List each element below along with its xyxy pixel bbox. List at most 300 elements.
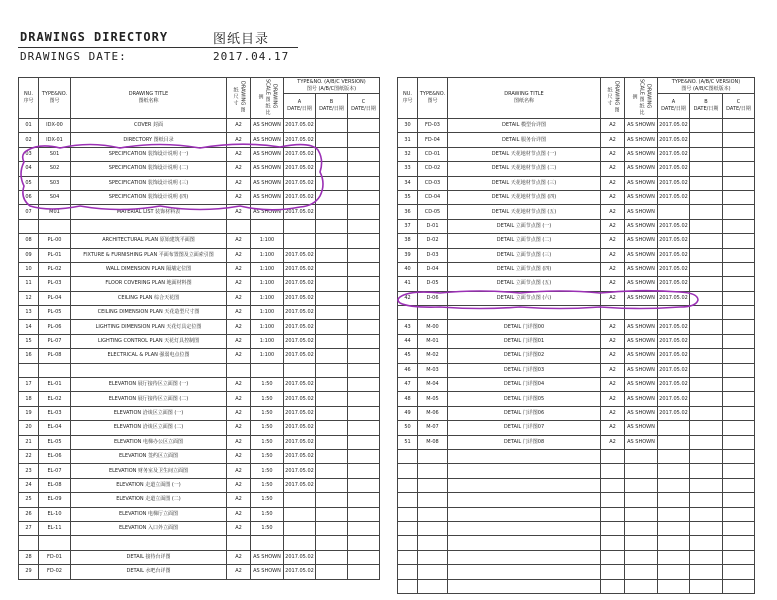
cell-type: CD-02: [418, 162, 448, 176]
cell-size: A2: [227, 392, 251, 406]
cell-scale: AS SHOWN: [625, 291, 658, 305]
cell-a: 2017.05.02: [658, 176, 690, 190]
cell-scale: AS SHOWN: [251, 147, 284, 161]
cell-size: A2: [227, 378, 251, 392]
cell-no: 49: [398, 406, 418, 420]
cell-a: 2017.05.02: [658, 349, 690, 363]
cell-type: CD-05: [418, 205, 448, 219]
cell-scale: AS SHOWN: [625, 219, 658, 233]
cell-title: DETAIL 天花地材节点图 (二): [448, 162, 601, 176]
cell-type: CD-01: [418, 147, 448, 161]
cell-title: DETAIL 天花地材节点图 (一): [448, 147, 601, 161]
cell-no: 33: [398, 162, 418, 176]
cell-a: 2017.05.02: [284, 406, 316, 420]
cell-title: DETAIL 立面节点图 (一): [448, 219, 601, 233]
cell-no: 11: [19, 277, 39, 291]
cell-size: A2: [227, 493, 251, 507]
cell-no: 32: [398, 147, 418, 161]
cell-type: S04: [39, 190, 71, 204]
cell-title: CEILING PLAN 综合天花图: [71, 291, 227, 305]
cell-size: A2: [227, 147, 251, 161]
cell-scale: AS SHOWN: [625, 277, 658, 291]
cell-no: 46: [398, 363, 418, 377]
drawings-date-label: DRAWINGS DATE:: [20, 50, 127, 63]
cell-no: 16: [19, 349, 39, 363]
cell-title: ELEVATION 走道立面图 (二): [71, 493, 227, 507]
cell-title: DETAIL 门详图02: [448, 349, 601, 363]
cell-no: 20: [19, 421, 39, 435]
highlight-ring-d06-row: [398, 291, 698, 309]
cell-no: 17: [19, 378, 39, 392]
cell-scale: 1:100: [251, 277, 284, 291]
cell-a: 2017.05.02: [284, 565, 316, 579]
cell-no: 42: [398, 291, 418, 305]
col-title: DRAWING TITLE 图纸名称: [448, 78, 601, 119]
cell-a: 2017.05.02: [284, 464, 316, 478]
cell-type: M-01: [418, 334, 448, 348]
col-c: C DATE/日期: [348, 94, 380, 119]
cell-no: 08: [19, 234, 39, 248]
cell-scale: AS SHOWN: [625, 147, 658, 161]
cell-type: M-08: [418, 435, 448, 449]
cell-type: D-01: [418, 219, 448, 233]
cell-title: DETAIL 门详图01: [448, 334, 601, 348]
cell-title: ELEVATION 入口外立面图: [71, 521, 227, 535]
cell-size: A2: [227, 306, 251, 320]
directory-title-zh: 图纸目录: [213, 32, 270, 47]
cell-scale: AS SHOWN: [251, 205, 284, 219]
cell-a: 2017.05.02: [658, 334, 690, 348]
cell-type: PL-02: [39, 262, 71, 276]
cell-size: A2: [227, 190, 251, 204]
cell-scale: AS SHOWN: [251, 119, 284, 133]
cell-size: A2: [227, 478, 251, 492]
cell-no: 47: [398, 378, 418, 392]
cell-no: 51: [398, 435, 418, 449]
cell-scale: AS SHOWN: [251, 190, 284, 204]
cell-title: WALL DIMENSION PLAN 隔墙定位图: [71, 262, 227, 276]
cell-scale: 1:50: [251, 521, 284, 535]
cell-title: DIRECTORY 图纸目录: [71, 133, 227, 147]
cell-a: 2017.05.02: [658, 363, 690, 377]
cell-a: 2017.05.02: [284, 147, 316, 161]
cell-no: 35: [398, 190, 418, 204]
cell-scale: 1:50: [251, 406, 284, 420]
cell-size: A2: [227, 119, 251, 133]
cell-size: A2: [227, 421, 251, 435]
cell-size: A2: [601, 349, 625, 363]
cell-no: 09: [19, 248, 39, 262]
col-type: TYPE&NO. 图号: [39, 78, 71, 119]
cell-no: 45: [398, 349, 418, 363]
cell-size: A2: [227, 406, 251, 420]
cell-a: 2017.05.02: [284, 334, 316, 348]
cell-title: DETAIL 立面节点图 (三): [448, 248, 601, 262]
cell-scale: AS SHOWN: [625, 349, 658, 363]
cell-type: PL-08: [39, 349, 71, 363]
cell-size: A2: [601, 262, 625, 276]
cell-no: 05: [19, 176, 39, 190]
cell-size: A2: [227, 162, 251, 176]
cell-size: A2: [601, 406, 625, 420]
cell-scale: 1:100: [251, 248, 284, 262]
cell-type: EL-03: [39, 406, 71, 420]
cell-type: D-04: [418, 262, 448, 276]
cell-scale: 1:100: [251, 334, 284, 348]
cell-title: ARCHITECTURAL PLAN 原始建筑平面图: [71, 234, 227, 248]
cell-no: 22: [19, 449, 39, 463]
cell-a: 2017.05.02: [284, 248, 316, 262]
cell-size: A2: [601, 162, 625, 176]
cell-scale: AS SHOWN: [625, 234, 658, 248]
col-version: TYPE&NO. (A/B/C VERSION) 图号 (A/B/C图纸版本): [284, 78, 380, 94]
cell-title: DETAIL 天花地材节点图 (三): [448, 176, 601, 190]
cell-type: PL-05: [39, 306, 71, 320]
cell-no: 24: [19, 478, 39, 492]
cell-scale: AS SHOWN: [251, 176, 284, 190]
cell-a: 2017.05.02: [658, 406, 690, 420]
cell-a: 2017.05.02: [284, 392, 316, 406]
cell-title: DETAIL 门详图07: [448, 421, 601, 435]
col-type: TYPE&NO. 图号: [418, 78, 448, 119]
cell-size: A2: [601, 248, 625, 262]
cell-scale: AS SHOWN: [625, 378, 658, 392]
cell-size: A2: [227, 565, 251, 579]
cell-type: PL-06: [39, 320, 71, 334]
cell-title: DETAIL 服务台详图: [448, 133, 601, 147]
cell-type: EL-09: [39, 493, 71, 507]
cell-a: 2017.05.02: [658, 262, 690, 276]
cell-type: EL-07: [39, 464, 71, 478]
cell-title: ELEVATION 电梯厅立面图: [71, 507, 227, 521]
cell-no: 18: [19, 392, 39, 406]
cell-title: ELEVATION 走道立面图 (一): [71, 478, 227, 492]
cell-scale: 1:50: [251, 507, 284, 521]
cell-a: 2017.05.02: [658, 133, 690, 147]
cell-no: 21: [19, 435, 39, 449]
cell-type: PL-03: [39, 277, 71, 291]
col-scale: DRAWING SCALE 图 纸 比 例: [625, 78, 658, 119]
cell-type: EL-02: [39, 392, 71, 406]
cell-type: PL-00: [39, 234, 71, 248]
cell-size: A2: [227, 248, 251, 262]
cell-title: ELEVATION 展厅接待区立面图 (二): [71, 392, 227, 406]
cell-type: M01: [39, 205, 71, 219]
cell-size: A2: [601, 392, 625, 406]
cell-size: A2: [601, 320, 625, 334]
cell-a: 2017.05.02: [284, 277, 316, 291]
cell-no: 36: [398, 205, 418, 219]
cell-scale: 1:50: [251, 378, 284, 392]
cell-no: 26: [19, 507, 39, 521]
cell-no: 04: [19, 162, 39, 176]
cell-scale: 1:100: [251, 306, 284, 320]
cell-size: A2: [227, 507, 251, 521]
cell-title: CEILING DIMENSION PLAN 天花造型尺寸图: [71, 306, 227, 320]
cell-title: COVER 封面: [71, 119, 227, 133]
cell-type: M-00: [418, 320, 448, 334]
cell-size: A2: [227, 262, 251, 276]
cell-no: 02: [19, 133, 39, 147]
cell-type: M-07: [418, 421, 448, 435]
cell-size: A2: [227, 521, 251, 535]
cell-title: ELECTRICAL & PLAN 强弱电点位图: [71, 349, 227, 363]
cell-title: DETAIL 天花地材节点图 (五): [448, 205, 601, 219]
cell-scale: AS SHOWN: [625, 392, 658, 406]
cell-title: FIXTURE & FURNISHING PLAN 平面布置图及立面索引图: [71, 248, 227, 262]
col-b: B DATE/日期: [316, 94, 348, 119]
cell-scale: AS SHOWN: [625, 363, 658, 377]
cell-a: 2017.05.02: [284, 162, 316, 176]
cell-scale: AS SHOWN: [625, 320, 658, 334]
cell-scale: AS SHOWN: [625, 119, 658, 133]
col-no: NU. 序号: [398, 78, 418, 119]
cell-title: SPECIFICATION 装饰设计说明 (一): [71, 147, 227, 161]
cell-a: 2017.05.02: [284, 262, 316, 276]
cell-scale: AS SHOWN: [625, 176, 658, 190]
cell-no: 37: [398, 219, 418, 233]
col-b: B DATE/日期: [690, 94, 723, 119]
cell-scale: 1:50: [251, 464, 284, 478]
cell-size: A2: [227, 277, 251, 291]
cell-title: ELEVATION 洽谈区立面图 (二): [71, 421, 227, 435]
cell-size: A2: [227, 234, 251, 248]
cell-scale: 1:100: [251, 320, 284, 334]
cell-size: A2: [227, 205, 251, 219]
cell-size: A2: [227, 320, 251, 334]
col-version: TYPE&NO. (A/B/C VERSION) 图号 (A/B/C图纸版本): [658, 78, 755, 94]
cell-no: 50: [398, 421, 418, 435]
cell-a: 2017.05.02: [658, 320, 690, 334]
cell-scale: 1:50: [251, 435, 284, 449]
cell-no: 25: [19, 493, 39, 507]
cell-type: D-06: [418, 291, 448, 305]
cell-a: 2017.05.02: [658, 234, 690, 248]
col-c: C DATE/日期: [723, 94, 755, 119]
cell-a: 2017.05.02: [284, 478, 316, 492]
cell-title: DETAIL 门详图06: [448, 406, 601, 420]
cell-type: S03: [39, 176, 71, 190]
cell-title: DETAIL 门详图04: [448, 378, 601, 392]
cell-scale: 1:50: [251, 392, 284, 406]
cell-title: LIGHTING DIMENSION PLAN 天花灯具定位图: [71, 320, 227, 334]
cell-size: A2: [601, 205, 625, 219]
cell-no: 38: [398, 234, 418, 248]
cell-a: 2017.05.02: [284, 349, 316, 363]
cell-no: 29: [19, 565, 39, 579]
cell-no: 10: [19, 262, 39, 276]
cell-title: DETAIL 立面节点图 (二): [448, 234, 601, 248]
cell-no: 07: [19, 205, 39, 219]
cell-a: 2017.05.02: [658, 378, 690, 392]
cell-size: A2: [601, 176, 625, 190]
cell-scale: AS SHOWN: [251, 162, 284, 176]
cell-a: 2017.05.02: [284, 205, 316, 219]
cell-no: 30: [398, 119, 418, 133]
col-scale: DRAWING SCALE 图 纸 比 例: [251, 78, 284, 119]
cell-size: A2: [227, 449, 251, 463]
cell-no: 43: [398, 320, 418, 334]
cell-type: EL-11: [39, 521, 71, 535]
cell-scale: AS SHOWN: [251, 133, 284, 147]
cell-no: 31: [398, 133, 418, 147]
cell-title: ELEVATION 电梯办公区立面图: [71, 435, 227, 449]
cell-title: ELEVATION 展厅接待区立面图 (一): [71, 378, 227, 392]
cell-title: MATERIAL LIST 装饰材料表: [71, 205, 227, 219]
cell-no: 41: [398, 277, 418, 291]
cell-size: A2: [601, 435, 625, 449]
cell-no: 19: [19, 406, 39, 420]
cell-type: CD-03: [418, 176, 448, 190]
cell-no: 39: [398, 248, 418, 262]
cell-title: DETAIL 天花地材节点图 (四): [448, 190, 601, 204]
cell-type: EL-06: [39, 449, 71, 463]
cell-type: FD-04: [418, 133, 448, 147]
cell-type: FD-01: [39, 550, 71, 564]
cell-type: EL-10: [39, 507, 71, 521]
cell-type: PL-01: [39, 248, 71, 262]
cell-scale: AS SHOWN: [251, 550, 284, 564]
cell-a: 2017.05.02: [284, 291, 316, 305]
cell-size: A2: [601, 133, 625, 147]
cell-title: DETAIL 门详图00: [448, 320, 601, 334]
cell-size: A2: [227, 550, 251, 564]
cell-a: 2017.05.02: [658, 291, 690, 305]
cell-no: 13: [19, 306, 39, 320]
col-size: DRAWING 图 纸 尺 寸: [601, 78, 625, 119]
cell-no: 01: [19, 119, 39, 133]
cell-type: EL-08: [39, 478, 71, 492]
cell-no: 27: [19, 521, 39, 535]
cell-size: A2: [227, 334, 251, 348]
cell-type: FD-02: [39, 565, 71, 579]
cell-title: ELEVATION 签约区立面图: [71, 449, 227, 463]
cell-scale: 1:100: [251, 349, 284, 363]
cell-scale: AS SHOWN: [625, 421, 658, 435]
cell-a: 2017.05.02: [284, 435, 316, 449]
cell-size: A2: [601, 190, 625, 204]
cell-type: M-03: [418, 363, 448, 377]
cell-scale: 1:100: [251, 262, 284, 276]
cell-no: 40: [398, 262, 418, 276]
cell-a: 2017.05.02: [284, 550, 316, 564]
cell-size: A2: [601, 334, 625, 348]
cell-scale: AS SHOWN: [251, 565, 284, 579]
cell-size: A2: [601, 234, 625, 248]
cell-size: A2: [601, 219, 625, 233]
col-title: DRAWING TITLE 图纸名称: [71, 78, 227, 119]
cell-type: EL-01: [39, 378, 71, 392]
cell-a: 2017.05.02: [284, 306, 316, 320]
cell-a: 2017.05.02: [658, 277, 690, 291]
cell-title: ELEVATION 财务室及卫生间立面图: [71, 464, 227, 478]
cell-scale: 1:50: [251, 421, 284, 435]
col-size: DRAWING 图 纸 尺 寸: [227, 78, 251, 119]
col-a: A DATE/日期: [658, 94, 690, 119]
cell-type: CD-04: [418, 190, 448, 204]
cell-a: 2017.05.02: [658, 119, 690, 133]
cell-scale: AS SHOWN: [625, 406, 658, 420]
cell-scale: AS SHOWN: [625, 435, 658, 449]
cell-a: 2017.05.02: [284, 190, 316, 204]
cell-a: 2017.05.02: [658, 162, 690, 176]
drawings-date-value: 2017.04.17: [213, 50, 290, 63]
cell-title: DETAIL 立面节点图 (五): [448, 277, 601, 291]
cell-type: D-03: [418, 248, 448, 262]
cell-size: A2: [601, 119, 625, 133]
cell-title: DETAIL 模型台详图: [448, 119, 601, 133]
cell-title: SPECIFICATION 装饰设计说明 (三): [71, 176, 227, 190]
cell-type: EL-04: [39, 421, 71, 435]
cell-scale: AS SHOWN: [625, 205, 658, 219]
cell-scale: 1:50: [251, 478, 284, 492]
highlight-ring-spec-rows: [21, 144, 323, 210]
cell-size: A2: [601, 378, 625, 392]
cell-scale: 1:100: [251, 291, 284, 305]
cell-title: LIGHTING CONTROL PLAN 天花灯具控制图: [71, 334, 227, 348]
cell-a: 2017.05.02: [284, 320, 316, 334]
cell-type: PL-04: [39, 291, 71, 305]
cell-type: FD-03: [418, 119, 448, 133]
cell-size: A2: [227, 464, 251, 478]
cell-type: PL-07: [39, 334, 71, 348]
cell-a: 2017.05.02: [284, 449, 316, 463]
cell-title: DETAIL 立面节点图 (六): [448, 291, 601, 305]
cell-a: 2017.05.02: [284, 176, 316, 190]
col-a: A DATE/日期: [284, 94, 316, 119]
cell-no: 12: [19, 291, 39, 305]
cell-type: EL-05: [39, 435, 71, 449]
cell-a: 2017.05.02: [658, 392, 690, 406]
cell-no: 28: [19, 550, 39, 564]
cell-title: DETAIL 接待台详图: [71, 550, 227, 564]
cell-title: FLOOR COVERING PLAN 地面材料图: [71, 277, 227, 291]
cell-no: 44: [398, 334, 418, 348]
cell-size: A2: [601, 421, 625, 435]
cell-a: 2017.05.02: [658, 219, 690, 233]
cell-size: A2: [227, 435, 251, 449]
cell-no: 34: [398, 176, 418, 190]
cell-no: 06: [19, 190, 39, 204]
cell-no: 48: [398, 392, 418, 406]
cell-no: 23: [19, 464, 39, 478]
cell-size: A2: [601, 363, 625, 377]
cell-size: A2: [601, 291, 625, 305]
cell-title: DETAIL 门详图05: [448, 392, 601, 406]
cell-size: A2: [601, 277, 625, 291]
cell-a: 2017.05.02: [658, 190, 690, 204]
cell-no: 14: [19, 320, 39, 334]
cell-scale: 1:100: [251, 234, 284, 248]
cell-scale: AS SHOWN: [625, 334, 658, 348]
cell-type: M-06: [418, 406, 448, 420]
cell-type: M-02: [418, 349, 448, 363]
cell-size: A2: [601, 147, 625, 161]
cell-scale: AS SHOWN: [625, 190, 658, 204]
cell-type: S01: [39, 147, 71, 161]
cell-size: A2: [227, 133, 251, 147]
cell-type: IDX-01: [39, 133, 71, 147]
directory-title-en: DRAWINGS DIRECTORY: [20, 30, 169, 44]
cell-a: 2017.05.02: [284, 119, 316, 133]
cell-a: 2017.05.02: [284, 133, 316, 147]
cell-size: A2: [227, 176, 251, 190]
cell-scale: 1:50: [251, 493, 284, 507]
cell-a: 2017.05.02: [658, 248, 690, 262]
cell-title: DETAIL 门详图08: [448, 435, 601, 449]
cell-a: 2017.05.02: [658, 147, 690, 161]
cell-size: A2: [227, 291, 251, 305]
